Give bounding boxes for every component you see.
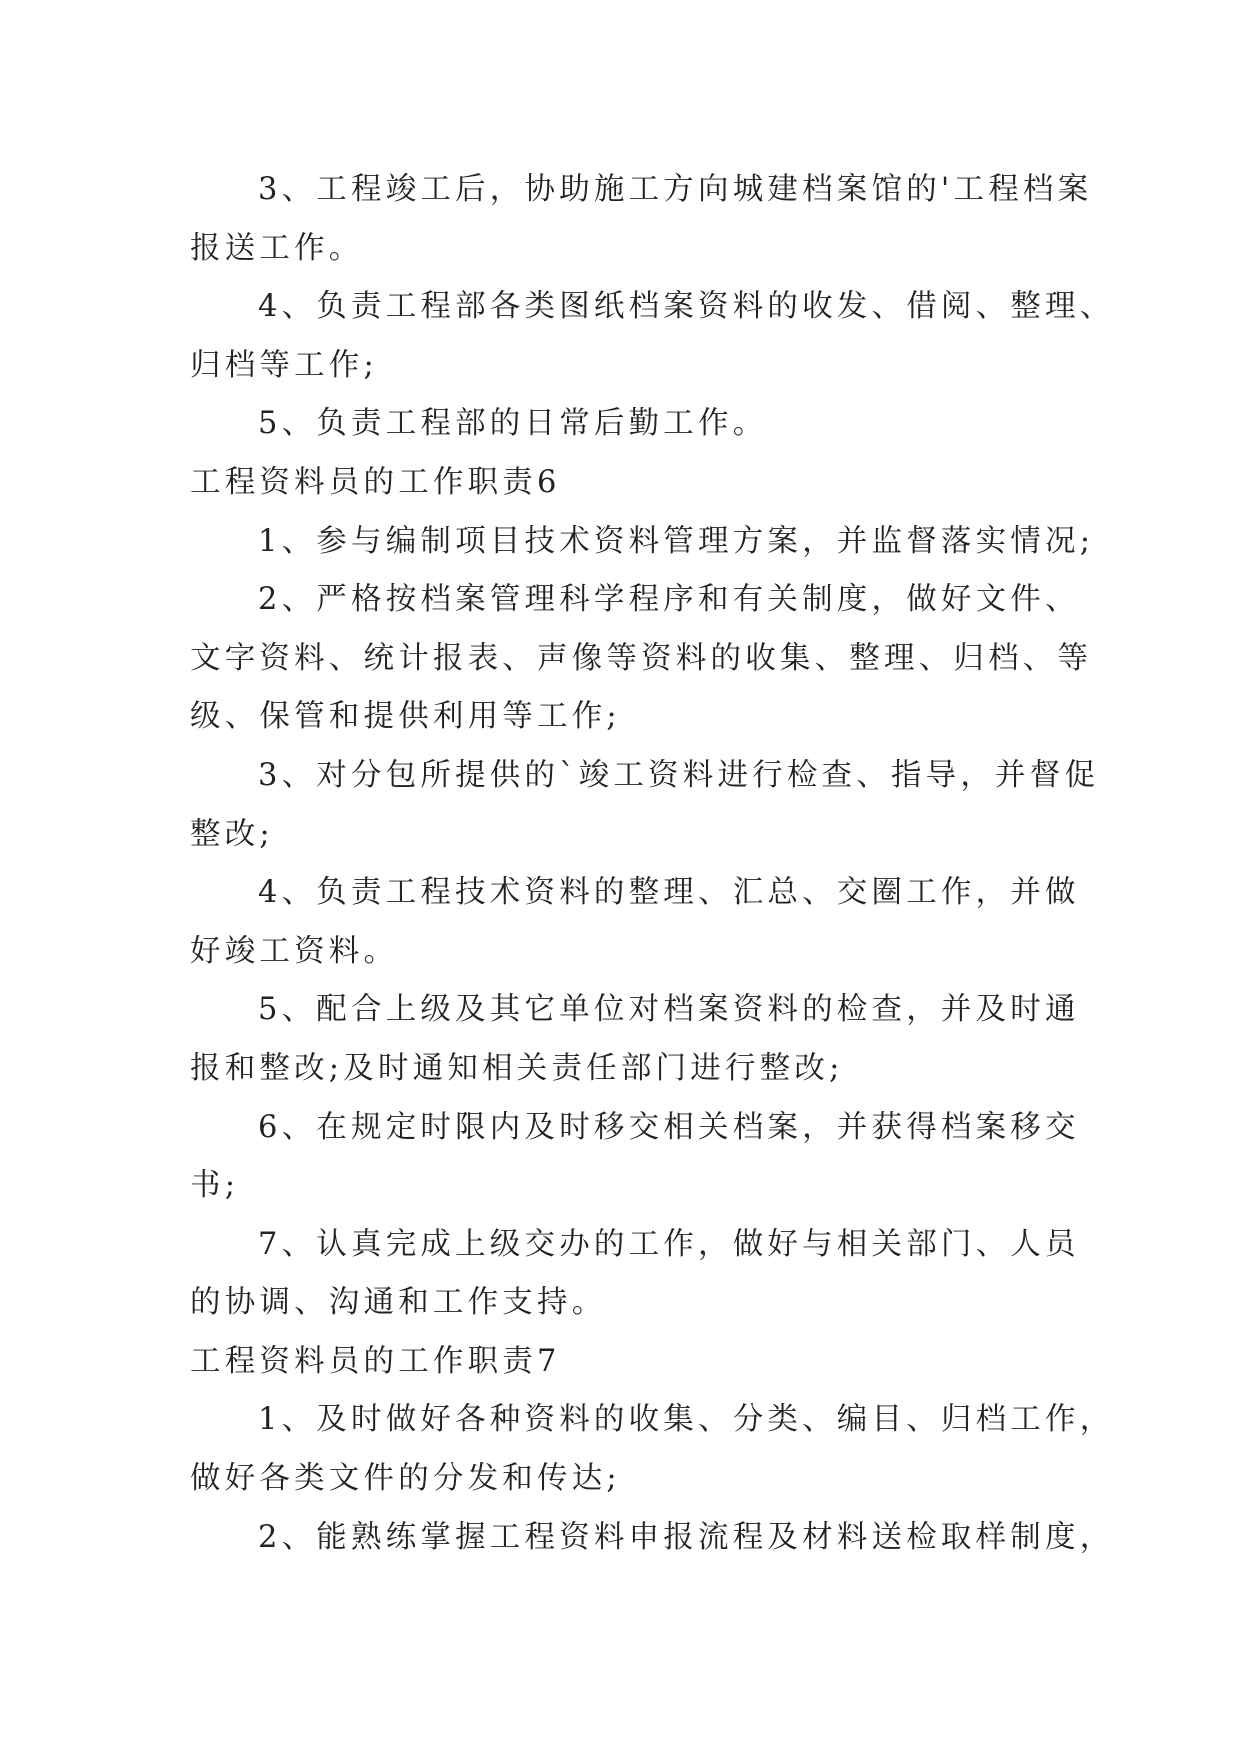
paragraph-line: 4、负责工程部各类图纸档案资料的收发、借阅、整理、 xyxy=(258,289,1115,325)
paragraph-line: 的协调、沟通和工作支持。 xyxy=(190,1285,607,1321)
paragraph-line: 归档等工作; xyxy=(190,347,378,383)
paragraph-line: 3、对分包所提供的`竣工资料进行检查、指导，并督促 xyxy=(258,757,1100,793)
paragraph-line: 2、严格按档案管理科学程序和有关制度，做好文件、 xyxy=(258,582,1080,618)
paragraph-line: 5、配合上级及其它单位对档案资料的检查，并及时通 xyxy=(258,992,1080,1028)
paragraph-line: 报和整改;及时通知相关责任部门进行整改; xyxy=(190,1050,844,1086)
paragraph-line: 6、在规定时限内及时移交相关档案，并获得档案移交 xyxy=(258,1109,1080,1145)
paragraph-line: 1、及时做好各种资料的收集、分类、编目、归档工作， xyxy=(258,1402,1115,1438)
paragraph-line: 5、负责工程部的日常后勤工作。 xyxy=(258,406,768,442)
paragraph-line: 文字资料、统计报表、声像等资料的收集、整理、归档、等 xyxy=(190,640,1093,676)
paragraph-line: 4、负责工程技术资料的整理、汇总、交圈工作，并做 xyxy=(258,875,1080,911)
paragraph-line: 3、工程竣工后，协助施工方向城建档案馆的'工程档案 xyxy=(258,172,1093,207)
paragraph-line: 整改; xyxy=(190,816,274,852)
paragraph-line: 1、参与编制项目技术资料管理方案，并监督落实情况; xyxy=(258,523,1095,559)
paragraph-line: 书; xyxy=(190,1168,240,1204)
paragraph-line: 2、能熟练掌握工程资料申报流程及材料送检取样制度， xyxy=(258,1519,1115,1555)
paragraph-line: 7、认真完成上级交办的工作，做好与相关部门、人员 xyxy=(258,1226,1080,1262)
document-body xyxy=(190,161,1115,1567)
paragraph-line: 好竣工资料。 xyxy=(190,933,399,969)
section-heading: 工程资料员的工作职责6 xyxy=(190,464,561,500)
paragraph-line: 报送工作。 xyxy=(190,230,364,266)
paragraph-line: 级、保管和提供利用等工作; xyxy=(190,699,621,735)
paragraph-line: 做好各类文件的分发和传达; xyxy=(190,1461,621,1497)
section-heading: 工程资料员的工作职责7 xyxy=(190,1343,561,1379)
